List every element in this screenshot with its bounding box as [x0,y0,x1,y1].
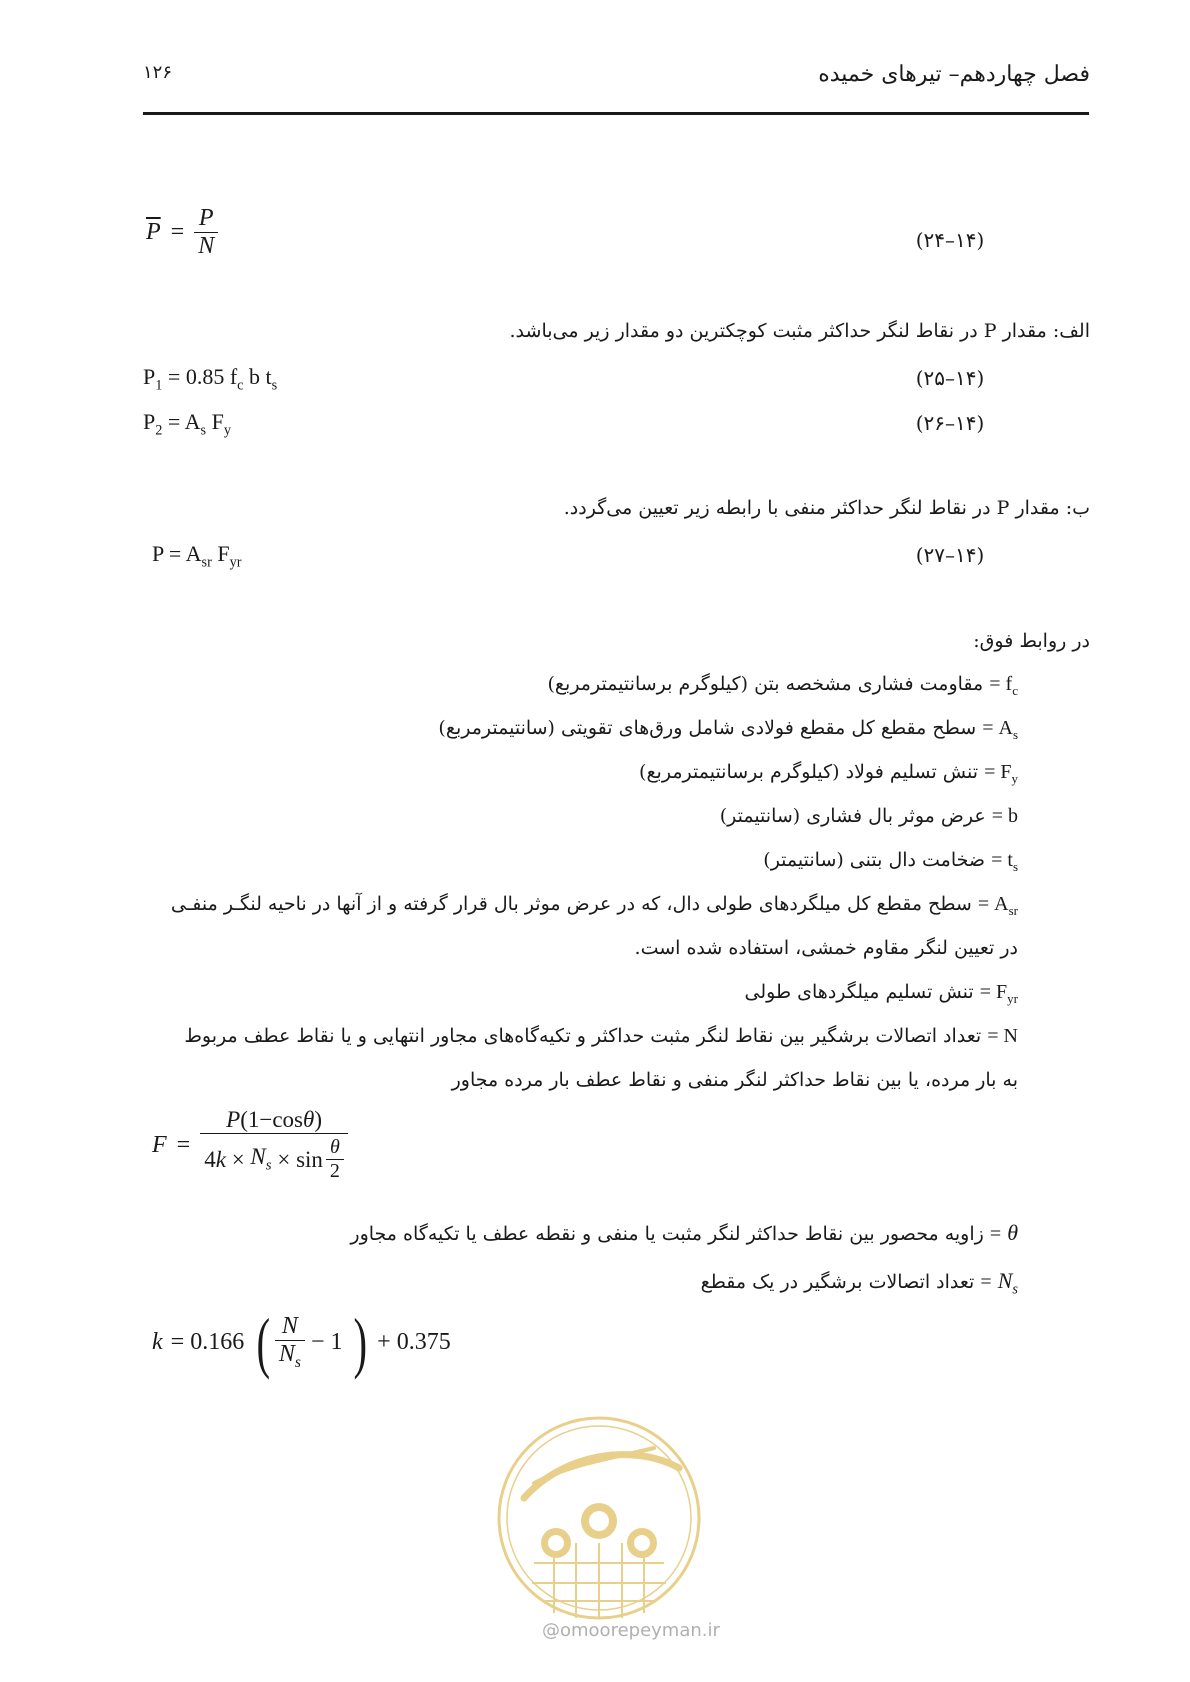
equation-number-24: (۲۴–۱۴) [915,228,985,252]
definition-n: N = تعداد اتصالات برشگیر بین نقاط لنگر مثبت حداکثر و تکیه‌گاه‌های مجاور انتهایی و یا نقاط عطف مربوط [184,1025,1018,1047]
paragraph-alef: الف: مقدار P در نقاط لنگر حداکثر مثبت کوچکترین دو مقدار زیر می‌باشد. [509,320,1090,342]
equation-25: $P_1 = 0.85$ $f_c$ b $t_s$ [143,364,278,394]
fraction-p-over-n: $\frac{P}{N}$ [194,205,218,260]
watermark-url: @omoorepeyman.ir [542,1620,720,1641]
definition-asr: $A_{sr}$ = سطح مقطع کل میلگردهای طولی دال، که در عرض موثر بال قرار گرفته و از آنها در ناحیه لنگـر منفـی [170,893,1018,918]
where-heading: در روابط فوق: [973,630,1090,652]
equation-24: $\overline{P}$ = $\frac{P}{N}$ [146,205,218,260]
equation-number-26: (۲۶–۱۴) [915,411,985,435]
definition-asr-continued: در تعیین لنگر مقاوم خمشی، استفاده شده است. [634,937,1018,959]
page-number: ۱۲۶ [143,62,173,83]
equation-k: k = 0.166 ( $\frac{N}{N_s}$ − 1 ) + 0.375 [152,1304,451,1380]
paragraph-be: ب: مقدار P در نقاط لنگر حداکثر منفی با رابطه زیر تعیین می‌گردد. [563,497,1090,519]
definition-as: $A_s$ = سطح مقطع کل مقطع فولادی شامل ورق‌های تقویتی (سانتیمترمربع) [438,717,1018,742]
chapter-title: فصل چهاردهم– تیرهای خمیده [818,62,1090,87]
equation-number-27: (۲۷–۱۴) [915,543,985,567]
fraction-n-over-ns: $\frac{N}{N_s}$ [275,1313,305,1372]
definition-n-continued: به بار مرده، یا بین نقاط حداکثر لنگر منفی و نقاط عطف بار مرده مجاور [451,1069,1018,1091]
definition-ts: $t_s$ = ضخامت دال بتنی (سانتیمتر) [763,849,1018,874]
header-rule [143,112,1089,115]
equation-27: $P = A_{sr}$ $F_{yr}$ [152,541,242,571]
equation-26: $P_2 = A_s$ $F_y$ [143,409,231,439]
equation-number-25: (۲۵–۱۴) [915,366,985,390]
definition-fy: $F_y$ = تنش تسلیم فولاد (کیلوگرم برسانتیمترمربع) [639,761,1018,786]
definition-b: b = عرض موثر بال فشاری (سانتیمتر) [719,805,1018,827]
definition-theta: θ = زاویه محصور بین نقاط حداکثر لنگر مثبت یا منفی و نقطه عطف یا تکیه‌گاه مجاور [350,1220,1018,1245]
fraction-f: P(1−cosθ) 4 k × $N_s$ × sin $\frac{\theta}{2}$ [200,1107,348,1183]
definition-ns: $N_s$ = تعداد اتصالات برشگیر در یک مقطع [700,1268,1018,1298]
watermark-logo-icon [494,1413,704,1623]
definition-fc: $f_c$ = مقاومت فشاری مشخصه بتن (کیلوگرم برسانتیمترمربع) [547,673,1018,698]
equation-f: F = P(1−cosθ) 4 k × $N_s$ × sin $\frac{\theta}{2}$ [152,1107,348,1183]
definition-fyr: $F_{yr}$ = تنش تسلیم میلگردهای طولی [744,981,1018,1006]
p-bar-symbol: $\overline{P}$ [146,219,161,245]
